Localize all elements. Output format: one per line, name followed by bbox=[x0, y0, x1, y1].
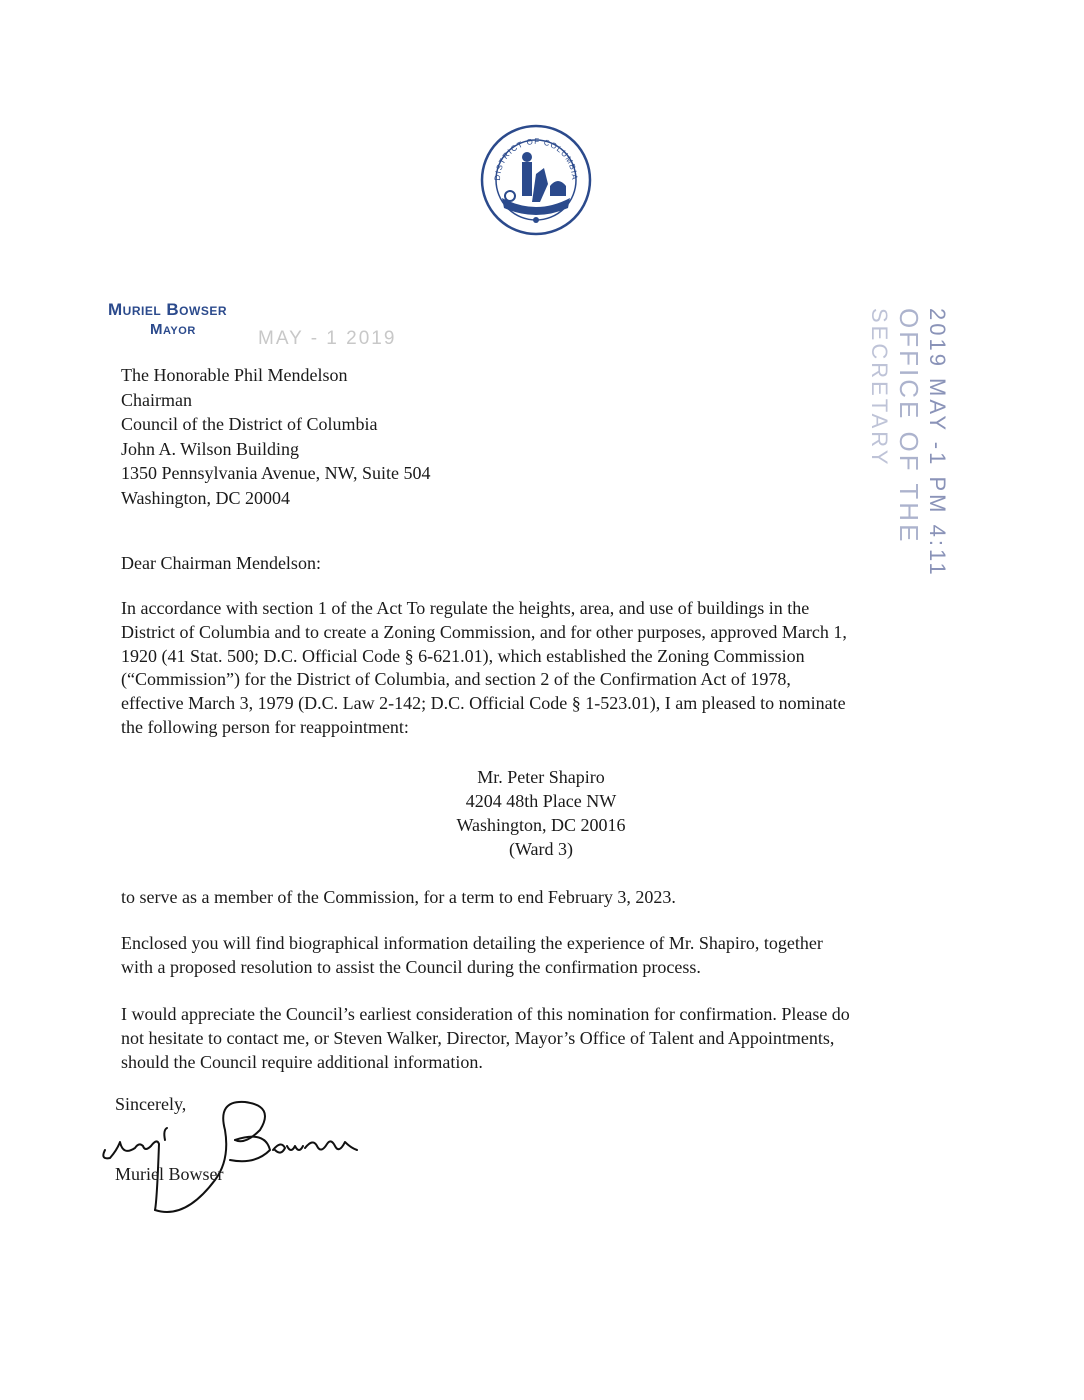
received-stamp-office: OFFICE OF THE bbox=[893, 308, 924, 545]
nominee-block bbox=[321, 765, 761, 861]
address-line: John A. Wilson Building bbox=[121, 438, 299, 459]
nominee-line: Washington, DC 20016 bbox=[456, 815, 626, 835]
sender-name: Muriel Bowser bbox=[108, 300, 227, 319]
nominee-line: 4204 48th Place NW bbox=[465, 791, 617, 811]
received-stamp-secretary: SECRETARY bbox=[867, 308, 893, 468]
address-line: Chairman bbox=[121, 389, 192, 410]
text-line: I would appreciate the Council’s earliest consideration of this nomination for confirmation. Please do bbox=[121, 1004, 850, 1024]
text-line: In accordance with section 1 of the Act To regulate the heights, area, and use of buildings in the bbox=[121, 598, 810, 618]
closing: Sincerely, bbox=[115, 1094, 187, 1114]
text-line: to serve as a member of the Commission, for a term to end February 3, 2023. bbox=[121, 887, 676, 907]
signer-name: Muriel Bowser bbox=[115, 1164, 224, 1184]
text-line: with a proposed resolution to assist the Council during the confirmation process. bbox=[121, 956, 701, 977]
paragraph-nomination bbox=[121, 597, 951, 740]
district-of-columbia-seal-icon bbox=[480, 124, 592, 236]
salutation: Dear Chairman Mendelson: bbox=[121, 553, 321, 573]
address-line: 1350 Pennsylvania Avenue, NW, Suite 504 bbox=[121, 463, 431, 483]
svg-text:DISTRICT OF COLUMBIA: DISTRICT OF COLUMBIA bbox=[492, 136, 580, 181]
address-line: Council of the District of Columbia bbox=[121, 414, 378, 434]
recipient-address bbox=[121, 363, 430, 510]
handwritten-signature-icon bbox=[95, 1090, 375, 1220]
address-line: Washington, DC 20004 bbox=[121, 487, 291, 508]
text-line: 1920 (41 Stat. 500; D.C. Official Code § 6-621.01), which established the Zoning Commission bbox=[121, 645, 805, 666]
received-stamp bbox=[867, 308, 950, 578]
nominee-line: Mr. Peter Shapiro bbox=[477, 767, 605, 787]
text-line: Enclosed you will find biographical information detailing the experience of Mr. Shapiro, together bbox=[121, 933, 823, 953]
address-line: The Honorable Phil Mendelson bbox=[121, 365, 348, 385]
nominee-line: (Ward 3) bbox=[508, 839, 574, 859]
text-line: the following person for reappointment: bbox=[121, 716, 409, 737]
paragraph-enclosure bbox=[121, 932, 951, 980]
date-stamp: MAY - 1 2019 bbox=[258, 328, 397, 349]
text-line: (“Commission”) for the District of Columbia, and section 2 of the Confirmation Act of 1978, bbox=[121, 669, 791, 690]
paragraph-request bbox=[121, 1003, 951, 1074]
received-stamp-date: 2019 MAY -1 PM 4:11 bbox=[925, 308, 950, 578]
text-line: effective March 3, 1979 (D.C. Law 2-142; D.C. Official Code § 1-523.01), I am pleased to nominate bbox=[121, 693, 846, 714]
sender-title: Mayor bbox=[150, 321, 196, 338]
paragraph-term bbox=[121, 886, 951, 910]
text-line: District of Columbia and to create a Zoning Commission, and for other purposes, approved March 1, bbox=[121, 621, 847, 642]
text-line: not hesitate to contact me, or Steven Walker, Director, Mayor’s Office of Talent and Appointments, bbox=[121, 1027, 835, 1048]
text-line: should the Council require additional information. bbox=[121, 1051, 483, 1072]
